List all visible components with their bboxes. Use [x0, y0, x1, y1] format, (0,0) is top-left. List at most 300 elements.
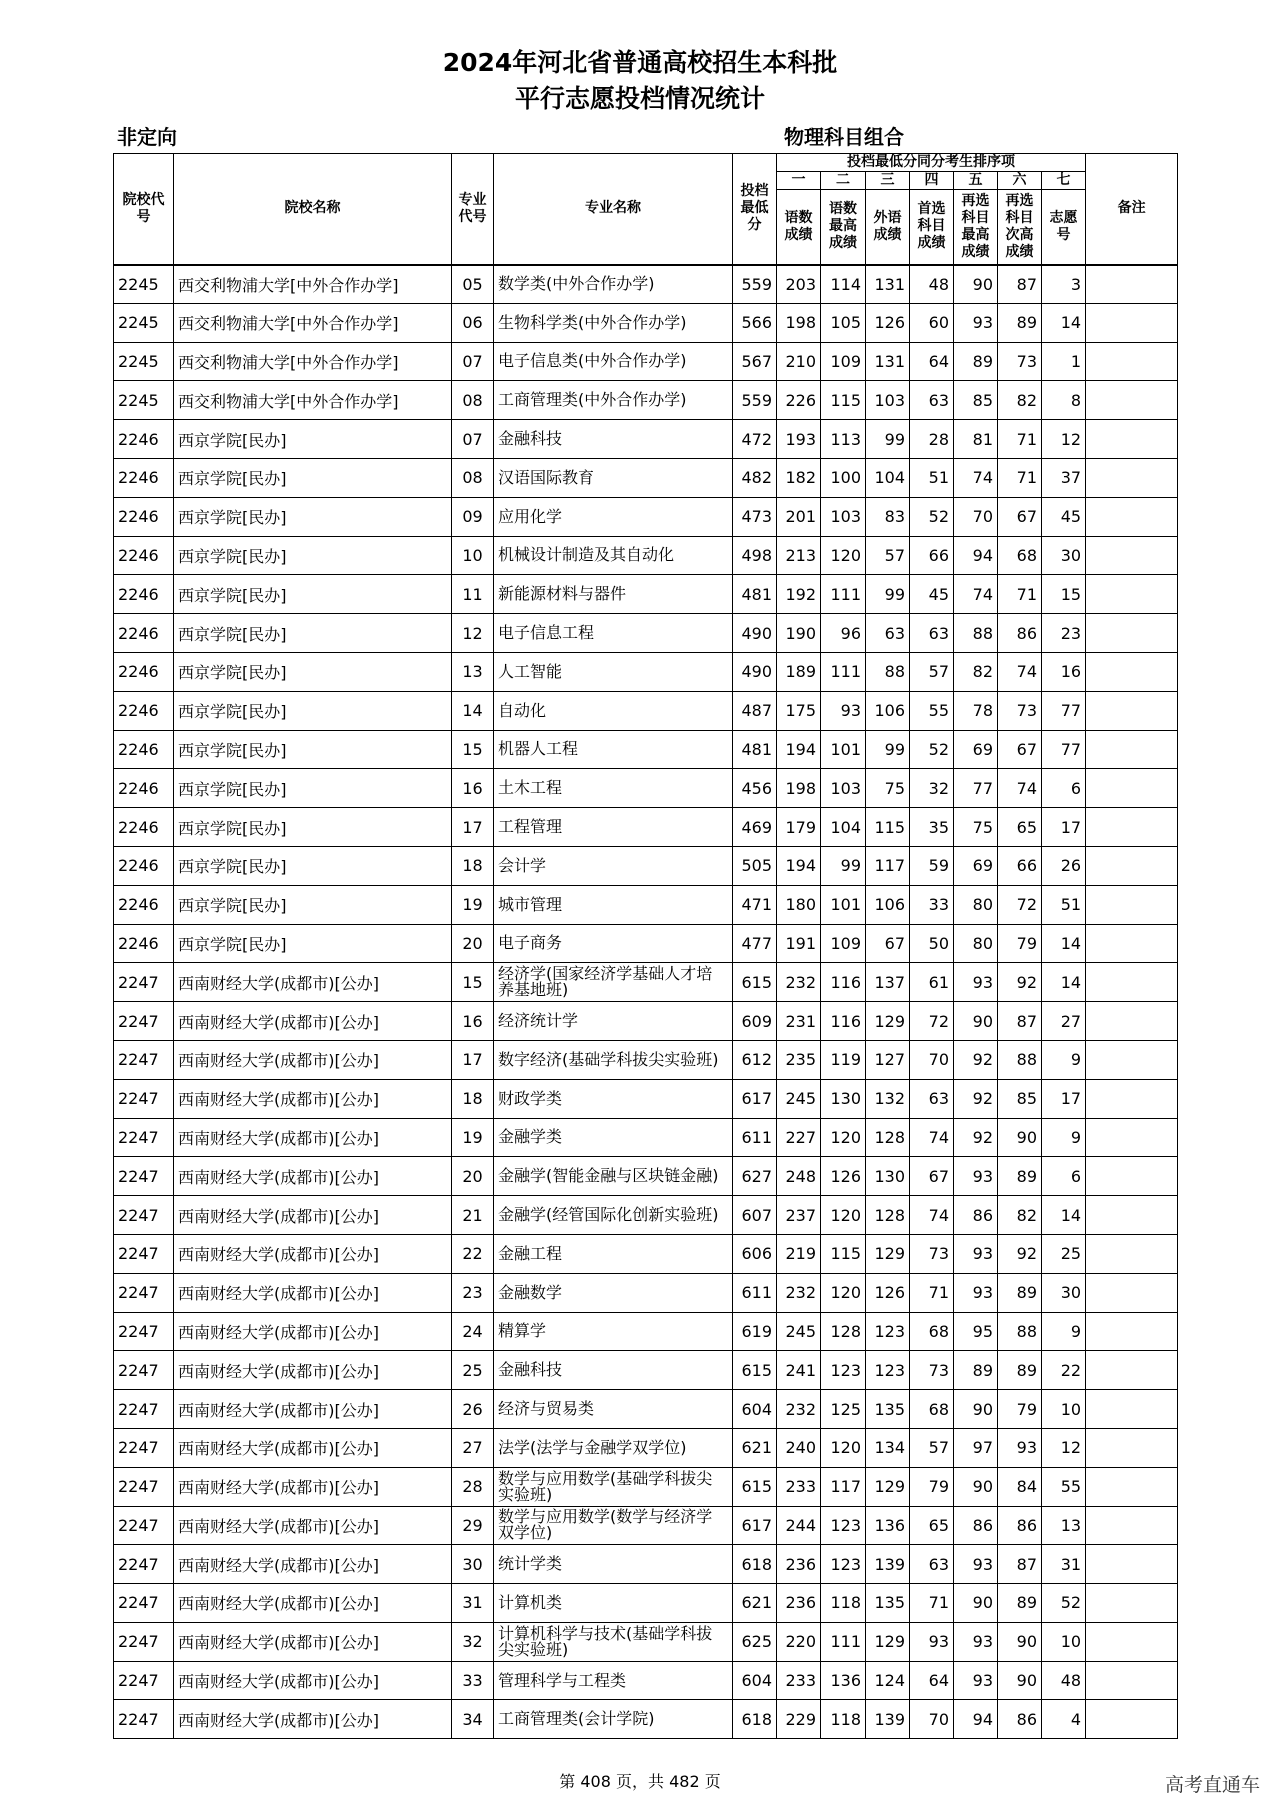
cell-second-next: 67 [998, 497, 1042, 536]
cell-major-name: 法学(法学与金融学双学位) [494, 1428, 733, 1467]
cell-yushu: 198 [777, 303, 821, 342]
cell-yushu-max: 113 [821, 420, 866, 459]
cell-wish-no: 14 [1042, 963, 1086, 1002]
table-row [114, 614, 1178, 653]
cell-min-score: 619 [733, 1312, 777, 1351]
cell-wish-no: 9 [1042, 1118, 1086, 1157]
cell-foreign: 115 [866, 808, 910, 847]
cell-yushu: 232 [777, 1273, 821, 1312]
cell-second-next: 71 [998, 575, 1042, 614]
cell-foreign: 129 [866, 1622, 910, 1661]
cell-second-next: 87 [998, 1545, 1042, 1584]
cell-second-next: 90 [998, 1118, 1042, 1157]
cell-school-name: 西南财经大学(成都市)[公办] [174, 963, 452, 1002]
table-row [114, 730, 1178, 769]
cell-yushu: 233 [777, 1661, 821, 1700]
cell-major-name: 金融科技 [494, 420, 733, 459]
cell-yushu: 194 [777, 730, 821, 769]
cell-school-name: 西南财经大学(成都市)[公办] [174, 1584, 452, 1623]
cell-yushu-max: 123 [821, 1351, 866, 1390]
cell-note [1086, 924, 1178, 963]
header-major-name: 专业名称 [494, 154, 733, 265]
cell-first-subject: 93 [910, 1622, 954, 1661]
cell-school-name: 西京学院[民办] [174, 614, 452, 653]
cell-yushu: 210 [777, 342, 821, 381]
cell-school-code: 2246 [114, 769, 174, 808]
table-row [114, 769, 1178, 808]
cell-first-subject: 61 [910, 963, 954, 1002]
cell-major-name: 生物科学类(中外合作办学) [494, 303, 733, 342]
cell-foreign: 139 [866, 1545, 910, 1584]
cell-first-subject: 64 [910, 1661, 954, 1700]
cell-note [1086, 691, 1178, 730]
cell-second-max: 94 [954, 536, 998, 575]
cell-foreign: 123 [866, 1351, 910, 1390]
cell-major-name: 金融学(经管国际化创新实验班) [494, 1196, 733, 1235]
cell-yushu: 175 [777, 691, 821, 730]
header-major-code: 专业代号 [452, 154, 494, 265]
cell-foreign: 134 [866, 1428, 910, 1467]
cell-first-subject: 57 [910, 1428, 954, 1467]
cell-school-code: 2246 [114, 808, 174, 847]
cell-school-code: 2247 [114, 1196, 174, 1235]
cell-second-max: 77 [954, 769, 998, 808]
cell-yushu-max: 105 [821, 303, 866, 342]
cell-note [1086, 458, 1178, 497]
cell-note [1086, 536, 1178, 575]
cell-major-name: 数学与应用数学(基础学科拔尖实验班) [494, 1467, 733, 1506]
cell-min-score: 621 [733, 1428, 777, 1467]
cell-min-score: 621 [733, 1584, 777, 1623]
cell-min-score: 604 [733, 1661, 777, 1700]
cell-school-name: 西京学院[民办] [174, 769, 452, 808]
cell-major-code: 15 [452, 730, 494, 769]
cell-major-code: 19 [452, 885, 494, 924]
cell-major-code: 07 [452, 342, 494, 381]
cell-first-subject: 68 [910, 1312, 954, 1351]
cell-min-score: 469 [733, 808, 777, 847]
cell-second-max: 78 [954, 691, 998, 730]
header-school-name: 院校名称 [174, 154, 452, 265]
cell-major-code: 18 [452, 846, 494, 885]
cell-note [1086, 1234, 1178, 1273]
cell-school-code: 2247 [114, 1312, 174, 1351]
cell-school-name: 西京学院[民办] [174, 808, 452, 847]
cell-first-subject: 71 [910, 1273, 954, 1312]
header-sub: 语数最高成绩 [821, 190, 866, 265]
cell-note [1086, 730, 1178, 769]
table-row [114, 1002, 1178, 1041]
cell-wish-no: 6 [1042, 769, 1086, 808]
cell-note [1086, 1196, 1178, 1235]
cell-major-code: 31 [452, 1584, 494, 1623]
cell-min-score: 477 [733, 924, 777, 963]
cell-first-subject: 68 [910, 1390, 954, 1429]
cell-second-max: 93 [954, 1545, 998, 1584]
cell-wish-no: 10 [1042, 1390, 1086, 1429]
cell-yushu-max: 101 [821, 730, 866, 769]
cell-school-code: 2247 [114, 1002, 174, 1041]
cell-min-score: 618 [733, 1700, 777, 1739]
cell-major-name: 城市管理 [494, 885, 733, 924]
header-ord: 二 [821, 172, 866, 190]
cell-first-subject: 45 [910, 575, 954, 614]
cell-yushu-max: 99 [821, 846, 866, 885]
cell-second-next: 65 [998, 808, 1042, 847]
cell-min-score: 559 [733, 265, 777, 304]
table-row [114, 497, 1178, 536]
cell-foreign: 99 [866, 730, 910, 769]
cell-school-code: 2246 [114, 614, 174, 653]
cell-school-name: 西南财经大学(成都市)[公办] [174, 1118, 452, 1157]
cell-first-subject: 66 [910, 536, 954, 575]
cell-yushu-max: 93 [821, 691, 866, 730]
cell-school-code: 2247 [114, 1040, 174, 1079]
cell-second-max: 93 [954, 1273, 998, 1312]
cell-yushu-max: 116 [821, 1002, 866, 1041]
cell-school-code: 2247 [114, 1467, 174, 1506]
cell-major-code: 19 [452, 1118, 494, 1157]
cell-school-code: 2247 [114, 1157, 174, 1196]
cell-second-max: 97 [954, 1428, 998, 1467]
cell-major-code: 08 [452, 381, 494, 420]
cell-second-max: 75 [954, 808, 998, 847]
table-row [114, 1428, 1178, 1467]
table-row [114, 1118, 1178, 1157]
cell-school-name: 西交利物浦大学[中外合作办学] [174, 265, 452, 304]
cell-second-max: 89 [954, 1351, 998, 1390]
cell-yushu: 220 [777, 1622, 821, 1661]
table-row [114, 808, 1178, 847]
cell-second-max: 90 [954, 1390, 998, 1429]
cell-min-score: 607 [733, 1196, 777, 1235]
cell-school-code: 2246 [114, 846, 174, 885]
cell-min-score: 606 [733, 1234, 777, 1273]
cell-min-score: 505 [733, 846, 777, 885]
cell-wish-no: 31 [1042, 1545, 1086, 1584]
cell-major-code: 13 [452, 652, 494, 691]
cell-min-score: 482 [733, 458, 777, 497]
cell-note [1086, 1428, 1178, 1467]
cell-yushu-max: 116 [821, 963, 866, 1002]
cell-second-next: 89 [998, 1273, 1042, 1312]
cell-second-max: 95 [954, 1312, 998, 1351]
cell-school-code: 2247 [114, 1351, 174, 1390]
cell-yushu: 245 [777, 1312, 821, 1351]
cell-yushu: 190 [777, 614, 821, 653]
header-ord: 七 [1042, 172, 1086, 190]
cell-note [1086, 1584, 1178, 1623]
header-school-code: 院校代号 [114, 154, 174, 265]
cell-foreign: 132 [866, 1079, 910, 1118]
cell-second-max: 90 [954, 1584, 998, 1623]
cell-first-subject: 51 [910, 458, 954, 497]
cell-wish-no: 25 [1042, 1234, 1086, 1273]
cell-wish-no: 17 [1042, 1079, 1086, 1118]
cell-second-max: 81 [954, 420, 998, 459]
cell-second-max: 74 [954, 458, 998, 497]
cell-min-score: 559 [733, 381, 777, 420]
cell-wish-no: 8 [1042, 381, 1086, 420]
cell-school-code: 2247 [114, 1079, 174, 1118]
cell-foreign: 126 [866, 303, 910, 342]
table-row [114, 1467, 1178, 1506]
cell-school-name: 西南财经大学(成都市)[公办] [174, 1545, 452, 1584]
cell-wish-no: 22 [1042, 1351, 1086, 1390]
cell-first-subject: 57 [910, 652, 954, 691]
watermark: 高考直通车 [1164, 1774, 1260, 1796]
cell-school-name: 西南财经大学(成都市)[公办] [174, 1234, 452, 1273]
cell-second-next: 67 [998, 730, 1042, 769]
cell-min-score: 612 [733, 1040, 777, 1079]
cell-min-score: 456 [733, 769, 777, 808]
cell-major-name: 数学类(中外合作办学) [494, 265, 733, 304]
cell-major-name: 会计学 [494, 846, 733, 885]
cell-note [1086, 1002, 1178, 1041]
cell-yushu-max: 115 [821, 1234, 866, 1273]
header-sub: 再选科目次高成绩 [998, 190, 1042, 265]
cell-second-max: 93 [954, 303, 998, 342]
cell-wish-no: 30 [1042, 1273, 1086, 1312]
cell-min-score: 615 [733, 963, 777, 1002]
cell-wish-no: 52 [1042, 1584, 1086, 1623]
cell-second-max: 69 [954, 846, 998, 885]
cell-first-subject: 74 [910, 1196, 954, 1235]
cell-wish-no: 14 [1042, 924, 1086, 963]
cell-note [1086, 1506, 1178, 1545]
cell-wish-no: 4 [1042, 1700, 1086, 1739]
table-row [114, 1040, 1178, 1079]
cell-school-code: 2247 [114, 1661, 174, 1700]
cell-major-code: 16 [452, 769, 494, 808]
cell-major-code: 17 [452, 808, 494, 847]
cell-min-score: 567 [733, 342, 777, 381]
cell-major-name: 精算学 [494, 1312, 733, 1351]
cell-school-name: 西南财经大学(成都市)[公办] [174, 1700, 452, 1739]
table-row [114, 265, 1178, 304]
table-row [114, 1234, 1178, 1273]
cell-yushu: 233 [777, 1467, 821, 1506]
cell-major-name: 计算机科学与技术(基础学科拔尖实验班) [494, 1622, 733, 1661]
cell-major-code: 05 [452, 265, 494, 304]
cell-foreign: 63 [866, 614, 910, 653]
cell-school-name: 西南财经大学(成都市)[公办] [174, 1002, 452, 1041]
cell-note [1086, 497, 1178, 536]
cell-yushu: 193 [777, 420, 821, 459]
cell-wish-no: 3 [1042, 265, 1086, 304]
cell-school-name: 西交利物浦大学[中外合作办学] [174, 342, 452, 381]
cell-school-name: 西南财经大学(成都市)[公办] [174, 1390, 452, 1429]
cell-second-max: 90 [954, 1002, 998, 1041]
cell-min-score: 615 [733, 1351, 777, 1390]
cell-yushu: 231 [777, 1002, 821, 1041]
cell-yushu-max: 104 [821, 808, 866, 847]
table-row [114, 885, 1178, 924]
cell-major-name: 电子商务 [494, 924, 733, 963]
cell-second-max: 85 [954, 381, 998, 420]
cell-foreign: 99 [866, 575, 910, 614]
cell-first-subject: 70 [910, 1040, 954, 1079]
cell-first-subject: 64 [910, 342, 954, 381]
cell-foreign: 128 [866, 1196, 910, 1235]
cell-major-code: 33 [452, 1661, 494, 1700]
table-row [114, 1506, 1178, 1545]
cell-second-next: 86 [998, 1506, 1042, 1545]
cell-yushu: 180 [777, 885, 821, 924]
cell-first-subject: 35 [910, 808, 954, 847]
cell-min-score: 617 [733, 1506, 777, 1545]
cell-yushu-max: 120 [821, 1273, 866, 1312]
cell-school-code: 2245 [114, 303, 174, 342]
cell-school-code: 2246 [114, 885, 174, 924]
cell-school-name: 西南财经大学(成都市)[公办] [174, 1273, 452, 1312]
cell-yushu-max: 96 [821, 614, 866, 653]
cell-major-code: 30 [452, 1545, 494, 1584]
cell-school-name: 西南财经大学(成都市)[公办] [174, 1428, 452, 1467]
cell-min-score: 490 [733, 614, 777, 653]
cell-second-max: 93 [954, 1622, 998, 1661]
cell-yushu-max: 119 [821, 1040, 866, 1079]
cell-yushu: 198 [777, 769, 821, 808]
cell-note [1086, 1157, 1178, 1196]
cell-yushu-max: 114 [821, 265, 866, 304]
cell-second-next: 86 [998, 1700, 1042, 1739]
table-row [114, 420, 1178, 459]
cell-yushu: 240 [777, 1428, 821, 1467]
cell-school-code: 2247 [114, 963, 174, 1002]
cell-school-name: 西京学院[民办] [174, 846, 452, 885]
cell-note [1086, 265, 1178, 304]
cell-note [1086, 808, 1178, 847]
cell-yushu: 237 [777, 1196, 821, 1235]
cell-school-name: 西京学院[民办] [174, 420, 452, 459]
cell-second-max: 93 [954, 1234, 998, 1273]
table-row [114, 1351, 1178, 1390]
cell-yushu-max: 120 [821, 1428, 866, 1467]
cell-second-next: 79 [998, 924, 1042, 963]
cell-second-next: 71 [998, 420, 1042, 459]
cell-major-code: 06 [452, 303, 494, 342]
cell-min-score: 471 [733, 885, 777, 924]
cell-school-code: 2247 [114, 1118, 174, 1157]
cell-major-name: 金融科技 [494, 1351, 733, 1390]
cell-yushu-max: 100 [821, 458, 866, 497]
cell-yushu: 244 [777, 1506, 821, 1545]
cell-yushu: 236 [777, 1545, 821, 1584]
cell-yushu: 203 [777, 265, 821, 304]
cell-school-code: 2246 [114, 924, 174, 963]
cell-major-name: 计算机类 [494, 1584, 733, 1623]
cell-wish-no: 14 [1042, 1196, 1086, 1235]
cell-major-code: 24 [452, 1312, 494, 1351]
cell-yushu-max: 111 [821, 575, 866, 614]
cell-second-next: 72 [998, 885, 1042, 924]
cell-second-max: 90 [954, 265, 998, 304]
cell-school-code: 2245 [114, 342, 174, 381]
cell-yushu-max: 125 [821, 1390, 866, 1429]
cell-major-name: 数学与应用数学(数学与经济学双学位) [494, 1506, 733, 1545]
table-row [114, 924, 1178, 963]
cell-major-name: 工商管理类(中外合作办学) [494, 381, 733, 420]
cell-wish-no: 48 [1042, 1661, 1086, 1700]
cell-yushu-max: 120 [821, 536, 866, 575]
cell-note [1086, 342, 1178, 381]
cell-yushu: 182 [777, 458, 821, 497]
cell-second-next: 73 [998, 691, 1042, 730]
cell-major-name: 电子信息类(中外合作办学) [494, 342, 733, 381]
cell-second-next: 89 [998, 1584, 1042, 1623]
cell-note [1086, 420, 1178, 459]
cell-second-max: 86 [954, 1506, 998, 1545]
cell-school-code: 2245 [114, 265, 174, 304]
cell-major-code: 27 [452, 1428, 494, 1467]
cell-yushu: 241 [777, 1351, 821, 1390]
cell-major-code: 26 [452, 1390, 494, 1429]
cell-major-name: 数字经济(基础学科拔尖实验班) [494, 1040, 733, 1079]
cell-wish-no: 55 [1042, 1467, 1086, 1506]
cell-major-name: 机器人工程 [494, 730, 733, 769]
cell-second-next: 74 [998, 652, 1042, 691]
cell-yushu: 232 [777, 1390, 821, 1429]
cell-second-next: 90 [998, 1661, 1042, 1700]
cell-yushu: 227 [777, 1118, 821, 1157]
cell-foreign: 131 [866, 265, 910, 304]
cell-yushu-max: 118 [821, 1700, 866, 1739]
cell-school-code: 2246 [114, 458, 174, 497]
cell-min-score: 481 [733, 575, 777, 614]
table-row [114, 303, 1178, 342]
cell-wish-no: 14 [1042, 303, 1086, 342]
cell-second-max: 88 [954, 614, 998, 653]
table-row [114, 1584, 1178, 1623]
cell-school-code: 2247 [114, 1273, 174, 1312]
cell-school-code: 2247 [114, 1390, 174, 1429]
cell-school-code: 2247 [114, 1622, 174, 1661]
cell-foreign: 136 [866, 1506, 910, 1545]
cell-first-subject: 63 [910, 1079, 954, 1118]
cell-wish-no: 51 [1042, 885, 1086, 924]
cell-major-name: 统计学类 [494, 1545, 733, 1584]
cell-note [1086, 1351, 1178, 1390]
cell-school-code: 2247 [114, 1506, 174, 1545]
cell-first-subject: 70 [910, 1700, 954, 1739]
cell-note [1086, 1700, 1178, 1739]
cell-foreign: 135 [866, 1390, 910, 1429]
table-row [114, 1312, 1178, 1351]
table-row [114, 1545, 1178, 1584]
cell-min-score: 618 [733, 1545, 777, 1584]
table-row [114, 963, 1178, 1002]
cell-second-next: 89 [998, 1351, 1042, 1390]
cell-school-name: 西南财经大学(成都市)[公办] [174, 1622, 452, 1661]
cell-school-name: 西南财经大学(成都市)[公办] [174, 1506, 452, 1545]
cell-major-code: 16 [452, 1002, 494, 1041]
cell-major-name: 自动化 [494, 691, 733, 730]
cell-school-name: 西交利物浦大学[中外合作办学] [174, 381, 452, 420]
cell-school-name: 西京学院[民办] [174, 458, 452, 497]
table-body [114, 265, 1178, 1739]
cell-major-name: 金融工程 [494, 1234, 733, 1273]
cell-min-score: 604 [733, 1390, 777, 1429]
cell-second-next: 68 [998, 536, 1042, 575]
cell-school-name: 西南财经大学(成都市)[公办] [174, 1157, 452, 1196]
cell-second-max: 94 [954, 1700, 998, 1739]
cell-first-subject: 63 [910, 381, 954, 420]
cell-second-max: 92 [954, 1079, 998, 1118]
cell-min-score: 611 [733, 1118, 777, 1157]
cell-yushu: 248 [777, 1157, 821, 1196]
cell-school-code: 2247 [114, 1700, 174, 1739]
